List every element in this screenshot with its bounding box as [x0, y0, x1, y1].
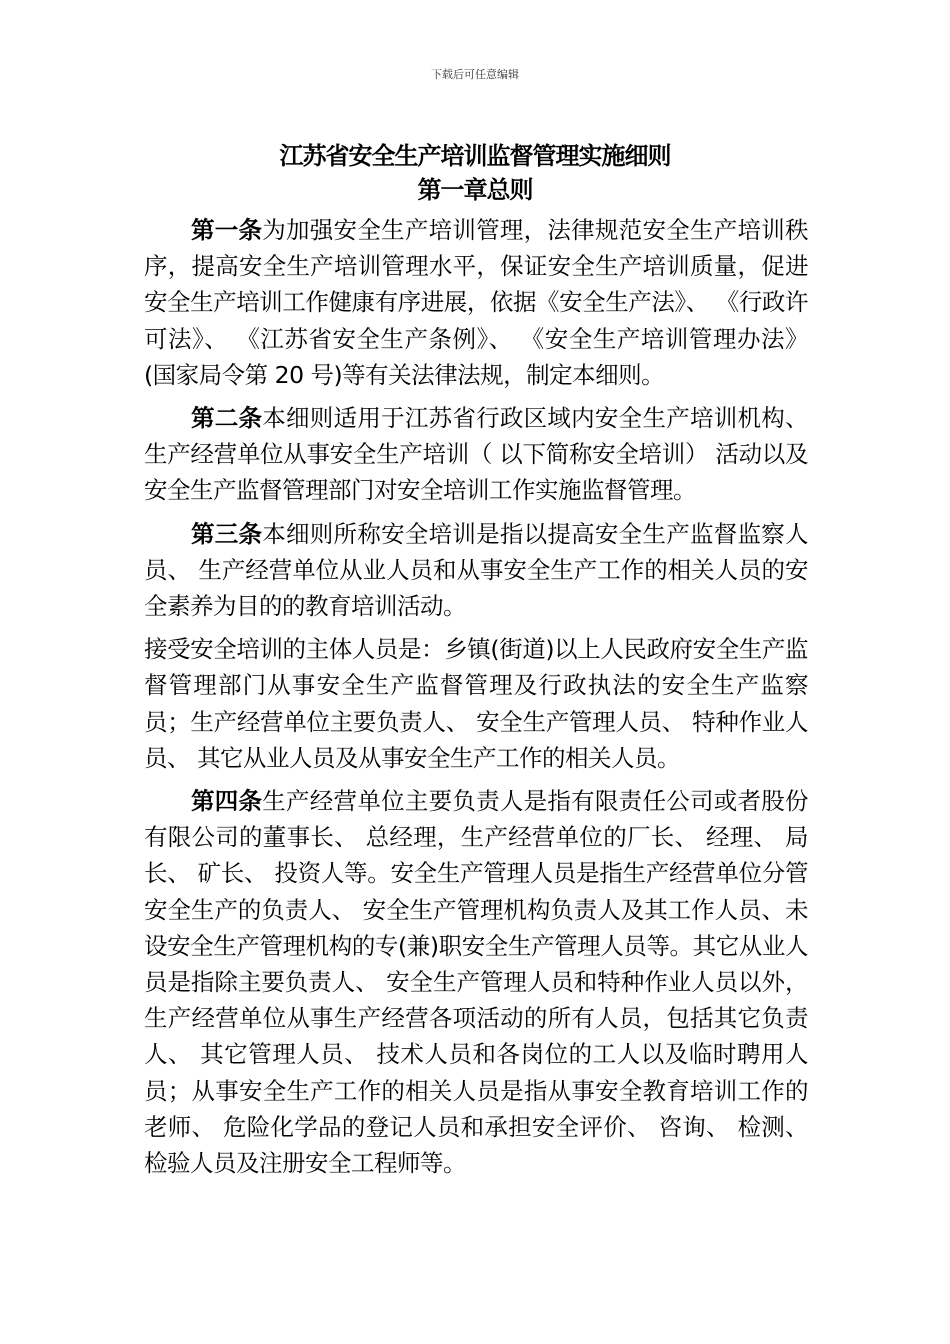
chapter-heading: 第一章总则 [417, 176, 533, 204]
article-text: 生产经营单位主要负责人是指有限责任公司或者股份有限公司的董事长、 总经理，生产经营单位的厂长、 经理、 局长、 矿长、 投资人等。安全生产管理人员是指生产经营单位分管安全生产的负责人、 安全生产管理机构负责人及其工作人员、未设安全生产管理机构的专(兼)职安全生产管理人员等。其它从业人员是指除主要负责人、 安全生产管理人员和特种作业人员以外，生产经营单位从事生产经营各项活动的所有人员，包括其它负责人、 其它管理人员、 技术人员和各岗位的工人以及临时聘用人员；从事安全生产工作的相关人员是指从事安全教育培训工作的老师、 危险化学品的登记人员和承担安全评价、 咨询、 检测、 检验人员及注册安全工程师等。 [144, 787, 809, 1178]
document-title: 江苏省安全生产培训监督管理实施细则 [279, 142, 671, 170]
article-label: 第四条 [191, 787, 263, 816]
article-text: 接受安全培训的主体人员是：乡镇(街道)以上人民政府安全生产监督管理部门从事安全生产监督管理及行政执法的安全生产监察员；生产经营单位主要负责人、 安全生产管理人员、 特种作业人员、 其它从业人员及从事安全生产工作的相关人员。 [144, 635, 808, 772]
article-text: 为加强安全生产培训管理，法律规范安全生产培训秩序，提高安全生产培训管理水平，保证安全生产培训质量，促进安全生产培训工作健康有序进展，依据《安全生产法》、 《行政许可法》、 《江苏省安全生产条例》、 《安全生产培训管理办法》(国家局令第 20 号)等有关法律法规，制定本细则。 [144, 216, 809, 389]
article-label: 第一条 [191, 216, 263, 244]
header-note: 下载后可任意编辑 [431, 68, 519, 81]
article-4 [144, 783, 808, 1181]
article-text: 本细则适用于江苏省行政区域内安全生产培训机构、生产经营单位从事安全生产培训（ 以下简称安全培训） 活动以及安全生产监督管理部门对安全培训工作实施监督管理。 [144, 404, 809, 505]
document-body [144, 212, 808, 1188]
article-2 [144, 400, 808, 509]
article-3 [144, 516, 808, 625]
article-3-continued [144, 631, 808, 776]
article-text: 本细则所称安全培训是指以提高安全生产监督监察人员、 生产经营单位从业人员和从事安全生产工作的相关人员的安全素养为目的的教育培训活动。 [144, 519, 809, 621]
article-label: 第二条 [191, 404, 263, 433]
article-label: 第三条 [191, 519, 263, 548]
article-1 [144, 212, 808, 393]
